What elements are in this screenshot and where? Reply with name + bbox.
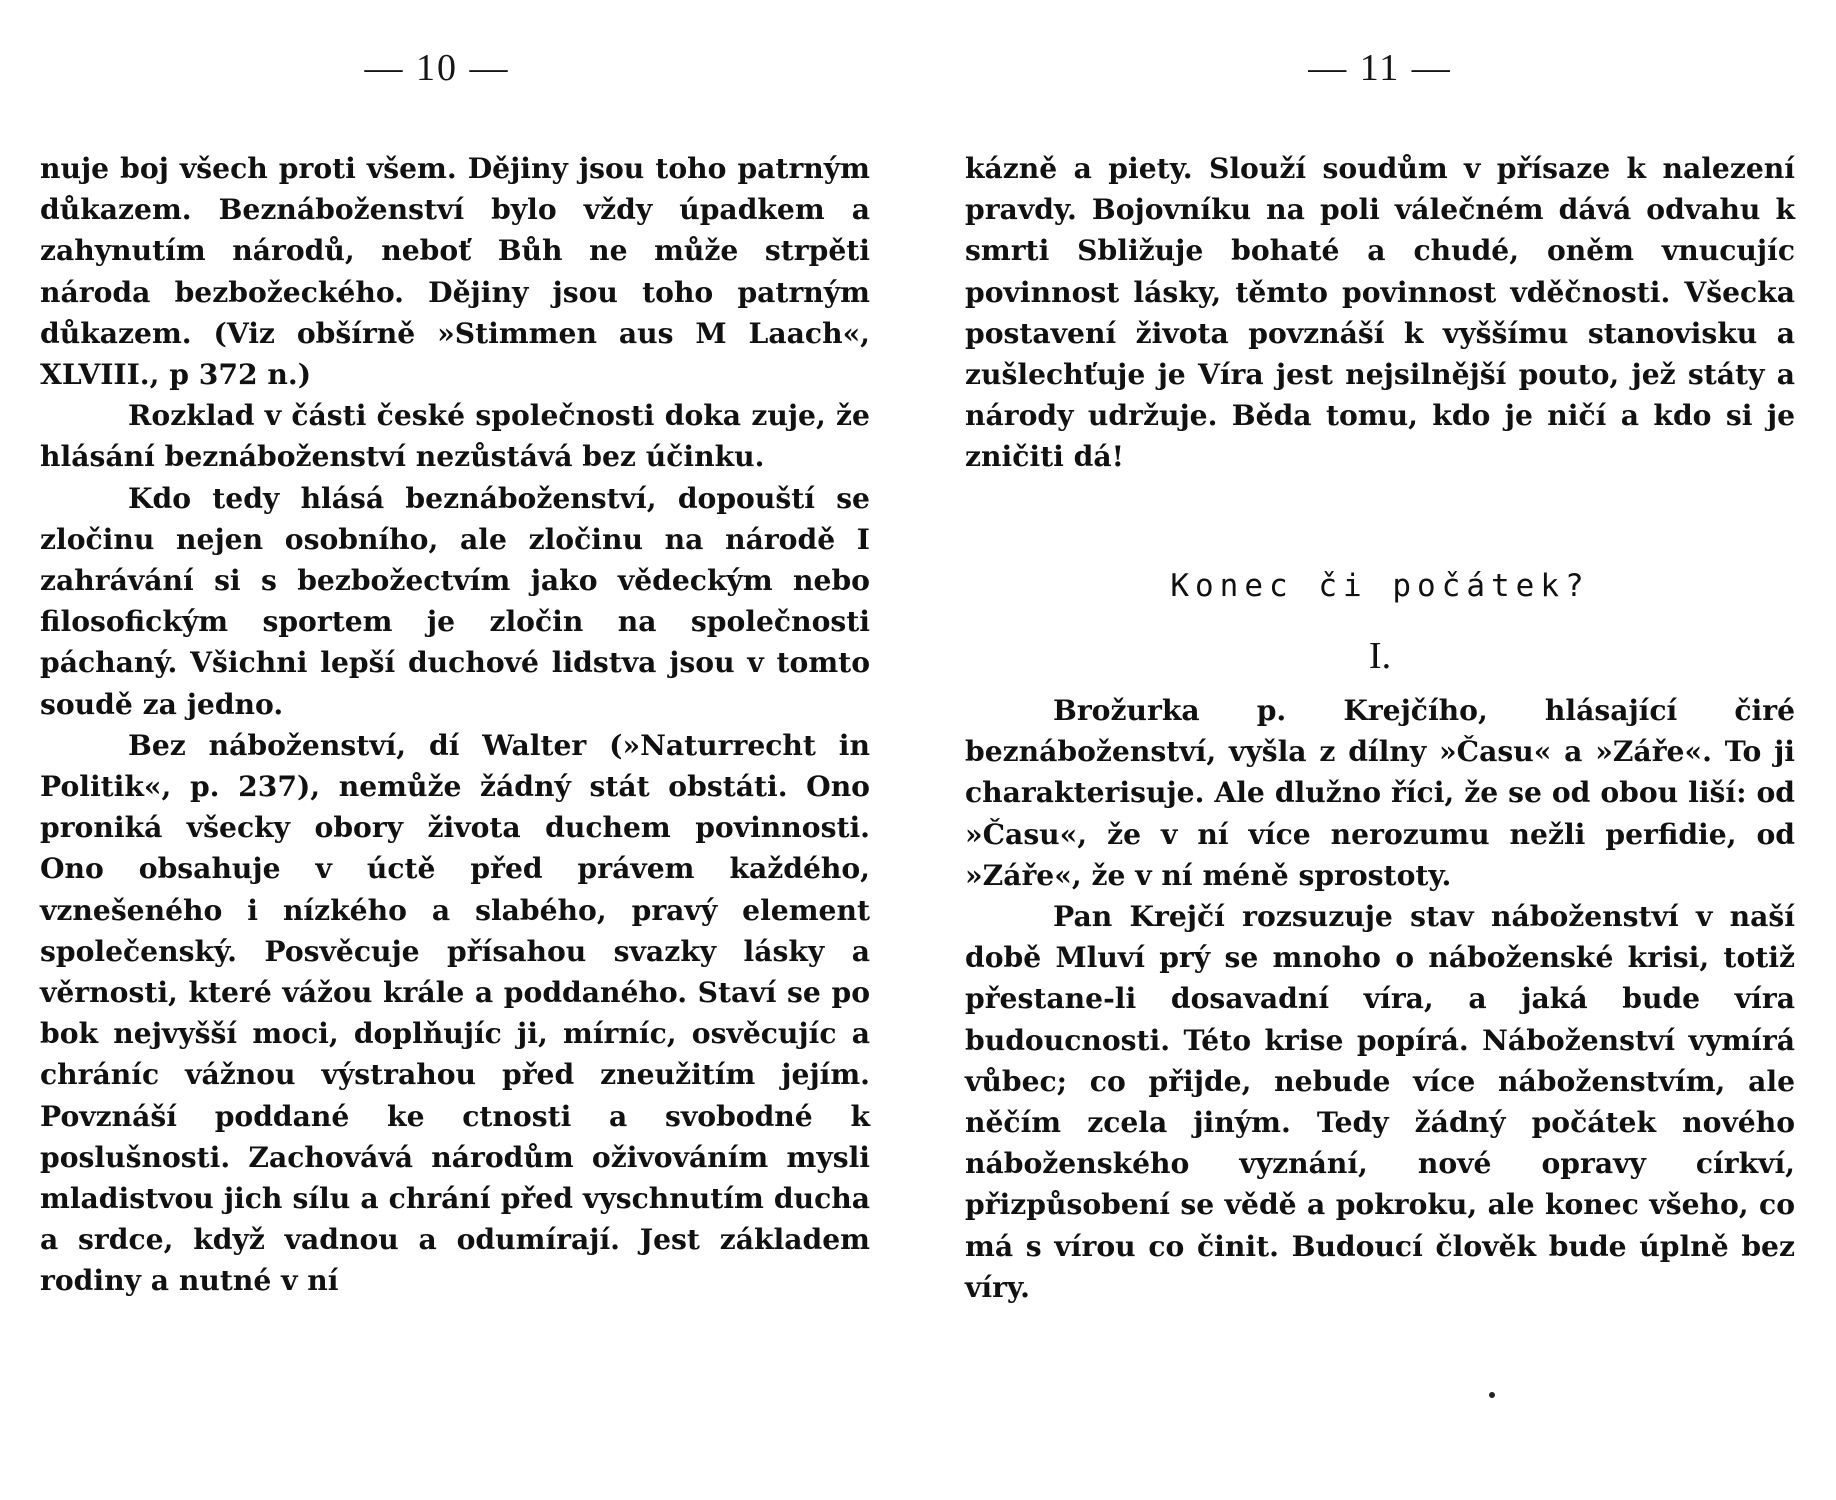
right-page-bottom-body: [965, 690, 1795, 1308]
ink-dot-mark: [1489, 1392, 1495, 1398]
section-title: Konec či počátek?: [1170, 568, 1590, 604]
paragraph: nuje boj všech proti všem. Dějiny jsou toho patrným důkazem. Beznáboženství bylo vždy úpadkem a zahynutím národů, neboť Bůh ne může strpěti národa bezbožeckého. Dějiny jsou toho patrným důkazem. (Viz obšírně »Stimmen aus M Laach«, XLVIII., p 372 n.): [40, 152, 870, 392]
paragraph: kázně a piety. Slouží soudům v přísaze k nalezení pravdy. Bojovníku na poli válečném dává odvahu k smrti Sbližuje bohaté a chudé, oněm vnucujíc povinnost lásky, těmto povinnost vděčnosti. Všecka postavení života povznáší k vyššímu stanovisku a zušlechťuje je Víra jest nejsilnější pouto, jež státy a národy udržuje. Běda tomu, kdo je ničí a kdo si je zničiti dá!: [965, 152, 1795, 474]
paragraph: Pan Krejčí rozsuzuje stav náboženství v naší době Mluví prý se mnoho o náboženské krisi, totiž přestane-li dosavadní víra, a jaká bude víra budoucnosti. Této krise popírá. Náboženství vymírá vůbec; co přijde, nebude více náboženstvím, ale něčím zcela jiným. Tedy žádný počátek nového náboženského vyznání, nové opravy církví, přizpůsobení se vědě a pokroku, ale konec všeho, co má s vírou co činit. Budoucí člověk bude úplně bez víry.: [965, 900, 1795, 1304]
page-number-right: — 11 —: [1308, 47, 1452, 89]
section-number: I.: [1368, 635, 1392, 677]
right-page-top-body: [965, 148, 1795, 478]
paragraph: Brožurka p. Krejčího, hlásající čiré beznáboženství, vyšla z dílny »Času« a »Záře«. To ji charakterisuje. Ale dlužno říci, že se od obou liší: od »Času«, že v ní více nerozumu nežli perfidie, od »Záře«, že v ní méně sprostoty.: [965, 694, 1795, 892]
left-page: [40, 0, 870, 1500]
paragraph: Rozklad v části české společnosti doka zuje, že hlásání beznáboženství nezůstává bez účinku.: [40, 399, 870, 474]
page-number-left: — 10 —: [364, 47, 510, 89]
paragraph: Bez náboženství, dí Walter (»Naturrecht in Politik«, p. 237), nemůže žádný stát obstáti. Ono proniká všecky obory života duchem povinnosti. Ono obsahuje v úctě před právem každého, vznešeného i nízkého a slabého, pravý element společenský. Posvěcuje přísahou svazky lásky a věrnosti, které vážou krále a poddaného. Staví se po bok nejvyšší moci, doplňujíc ji, mírníc, osvěcujíc a chráníc vážnou výstrahou před zneužitím jejím. Povznáší poddané ke ctnosti a svobodné k poslušnosti. Zachovává národům oživováním mysli mladistvou jich sílu a chrání před vyschnutím ducha a srdce, když vadnou a odumírají. Jest základem rodiny a nutné v ní: [40, 728, 870, 1298]
left-page-body: [40, 148, 870, 1302]
right-page: [965, 0, 1795, 1500]
paragraph: Kdo tedy hlásá beznáboženství, dopouští se zločinu nejen osobního, ale zločinu na národě I zahrávání si s bezbožectvím jako vědeckým nebo filosofickým sportem je zločin na společnosti páchaný. Všichni lepší duchové lidstva jsou v tomto soudě za jedno.: [40, 481, 870, 721]
